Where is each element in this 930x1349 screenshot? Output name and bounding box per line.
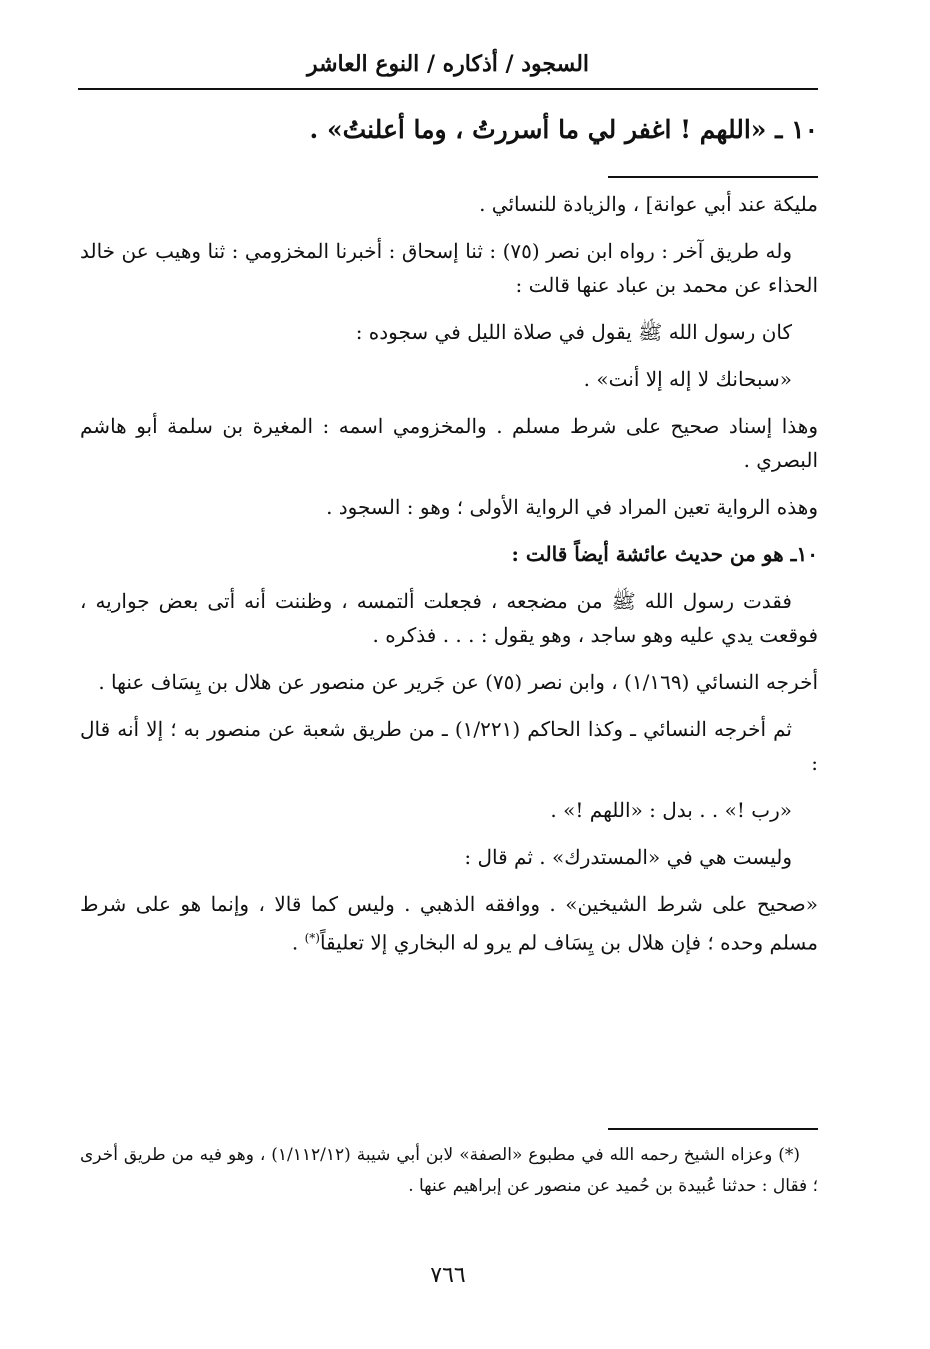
paragraph-text: «صحيح على شرط الشيخين» . ووافقه الذهبي . وليس كما قالا ، وإنما هو على شرط مسلم وحده ؛ فإن هلال بن يِسَاف لم يرو له البخاري إلا تعليقاً (80, 892, 818, 955)
footnote (80, 1140, 818, 1202)
paragraph: أخرجه النسائي (١/١٦٩) ، وابن نصر (٧٥) عن جَرير عن منصور عن هلال بن يِسَاف عنها . (98, 670, 818, 694)
paragraph: «رب !» . . بدل : «اللهم !» . (550, 798, 792, 822)
paragraph-end: . (291, 930, 305, 955)
section-heading: ١٠ ـ «اللهم ! اغفر لي ما أسررتُ ، وما أعلنتُ» . (309, 115, 818, 144)
page-number: ٧٦٦ (430, 1263, 466, 1288)
footnote-rule (608, 1128, 818, 1130)
paragraph: وليست هي في «المستدرك» . ثم قال : (464, 845, 792, 869)
sub-heading: ١٠ـ هو من حديث عائشة أيضاً قالت : (511, 542, 818, 566)
paragraph: وهذا إسناد صحيح على شرط مسلم . والمخزومي اسمه : المغيرة بن سلمة أبو هاشم البصري . (80, 414, 818, 472)
header-rule (78, 88, 818, 90)
heading-rule (608, 176, 818, 178)
paragraph: كان رسول الله ﷺ يقول في صلاة الليل في سجوده : (355, 320, 792, 344)
paragraph: ثم أخرجه النسائي ـ وكذا الحاكم (١/٢٢١) ـ من طريق شعبة عن منصور به ؛ إلا أنه قال : (80, 717, 818, 775)
paragraph-with-footnote (80, 887, 818, 960)
paragraph: «سبحانك لا إله إلا أنت» . (583, 367, 792, 391)
body-text (80, 187, 818, 973)
paragraph: وهذه الرواية تعين المراد في الرواية الأولى ؛ وهو : السجود . (326, 495, 818, 519)
paragraph: وله طريق آخر : رواه ابن نصر (٧٥) : ثنا إسحاق : أخبرنا المخزومي : ثنا وهيب عن خالد الحذاء عن محمد بن عباد عنها قالت : (80, 239, 818, 297)
running-header: السجود / أذكاره / النوع العاشر (306, 51, 590, 77)
paragraph: فقدت رسول الله ﷺ من مضجعه ، فجعلت ألتمسه ، وظننت أنه أتى بعض جواريه ، فوقعت يدي عليه وهو ساجد ، وهو يقول : . . . فذكره . (80, 589, 818, 647)
paragraph: مليكة عند أبي عوانة] ، والزيادة للنسائي . (479, 192, 818, 216)
footnote-marker: (*) (304, 931, 320, 945)
footnote-text: (*) وعزاه الشيخ رحمه الله في مطبوع «الصفة» لابن أبي شيبة (١/١١٢/١٢) ، وهو فيه من طريق أخرى ؛ فقال : حدثنا عُبيدة بن حُميد عن منصور عن إبراهيم عنها . (80, 1145, 818, 1196)
